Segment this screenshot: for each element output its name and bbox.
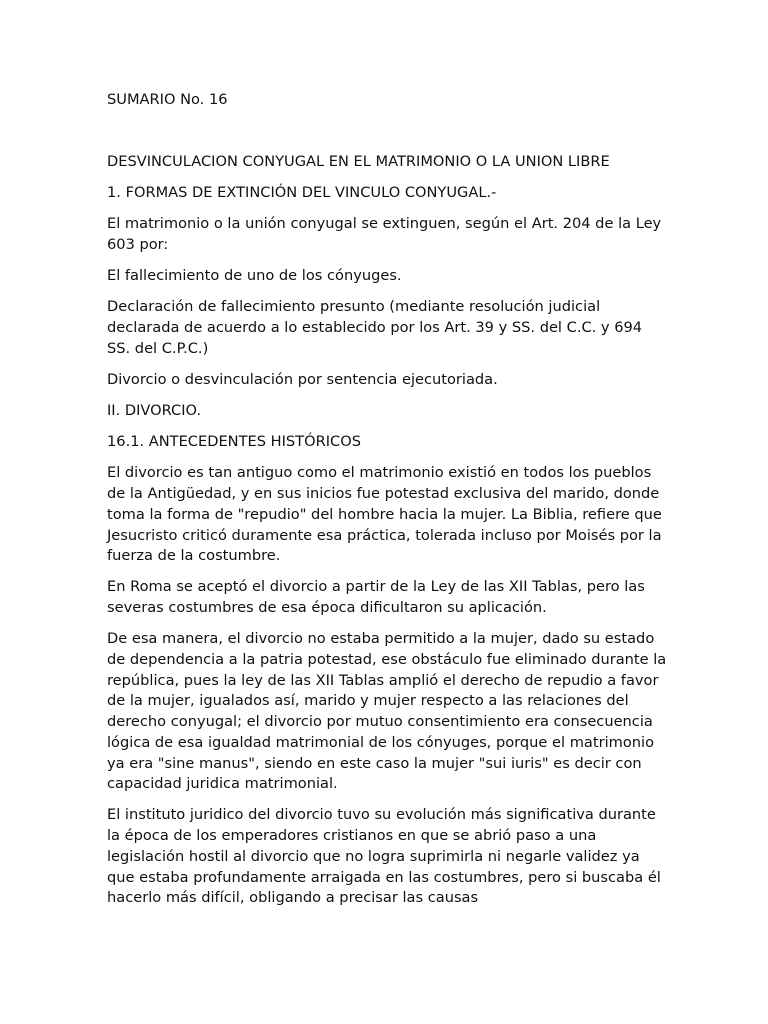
main-title: DESVINCULACION CONYUGAL EN EL MATRIMONIO O LA UNION LIBRE bbox=[107, 152, 610, 170]
summary-title: SUMARIO No. 16 bbox=[107, 91, 228, 108]
paragraph: En Roma se aceptó el divorcio a partir de la Ley de las XII Tablas, pero las severas costumbres de esa época dificultaron su aplicación. bbox=[107, 578, 645, 617]
paragraph: De esa manera, el divorcio no estaba permitido a la mujer, dado su estado de dependencia a la patria potestad, ese obstáculo fue eliminado durante la república, pues la ley de las XII Tablas amplió el derecho de repudio a favor de la mujer, igualados así, marido y mujer respecto a las relaciones del derecho conyugal; el divorcio por mutuo consentimiento era consecuencia lógica de esa igualdad matrimonial de los cónyuges, porque el matrimonio ya era "sine manus", siendo en este caso la mujer "sui iuris" es decir con capacidad juridica matrimonial. bbox=[107, 630, 667, 793]
section-heading-divorce: II. DIVORCIO. bbox=[107, 402, 202, 420]
paragraph: El instituto juridico del divorcio tuvo su evolución más significativa durante la época de los emperadores cristianos en que se abrió paso a una legislación hostil al divorcio que no logra suprimirla ni negarle validez ya que estaba profundamente arraigada en las costumbres, pero si buscaba él hacerlo más difícil, obligando a precisar las causas bbox=[107, 806, 661, 907]
paragraph: Divorcio o desvinculación por sentencia ejecutoriada. bbox=[107, 370, 498, 388]
paragraph: El fallecimiento de uno de los cónyuges. bbox=[107, 267, 402, 285]
document-page bbox=[107, 90, 667, 920]
section-heading-forms-of-extinction: 1. FORMAS DE EXTINCIÓN DEL VINCULO CONYUGAL.- bbox=[107, 183, 497, 201]
paragraph: El divorcio es tan antiguo como el matrimonio existió en todos los pueblos de la Antigüedad, y en sus inicios fue potestad exclusiva del marido, donde toma la forma de "repudio" del hombre hacia la mujer. La Biblia, refiere que Jesucristo criticó duramente esa práctica, tolerada incluso por Moisés por la fuerza de la costumbre. bbox=[107, 464, 662, 565]
subsection-heading-history: 16.1. ANTECEDENTES HISTÓRICOS bbox=[107, 433, 361, 451]
paragraph: El matrimonio o la unión conyugal se extinguen, según el Art. 204 de la Ley 603 por: bbox=[107, 215, 662, 253]
paragraph: Declaración de fallecimiento presunto (mediante resolución judicial declarada de acuerdo a lo establecido por los Art. 39 y SS. del C.C. y 694 SS. del C.P.C.) bbox=[107, 298, 643, 357]
